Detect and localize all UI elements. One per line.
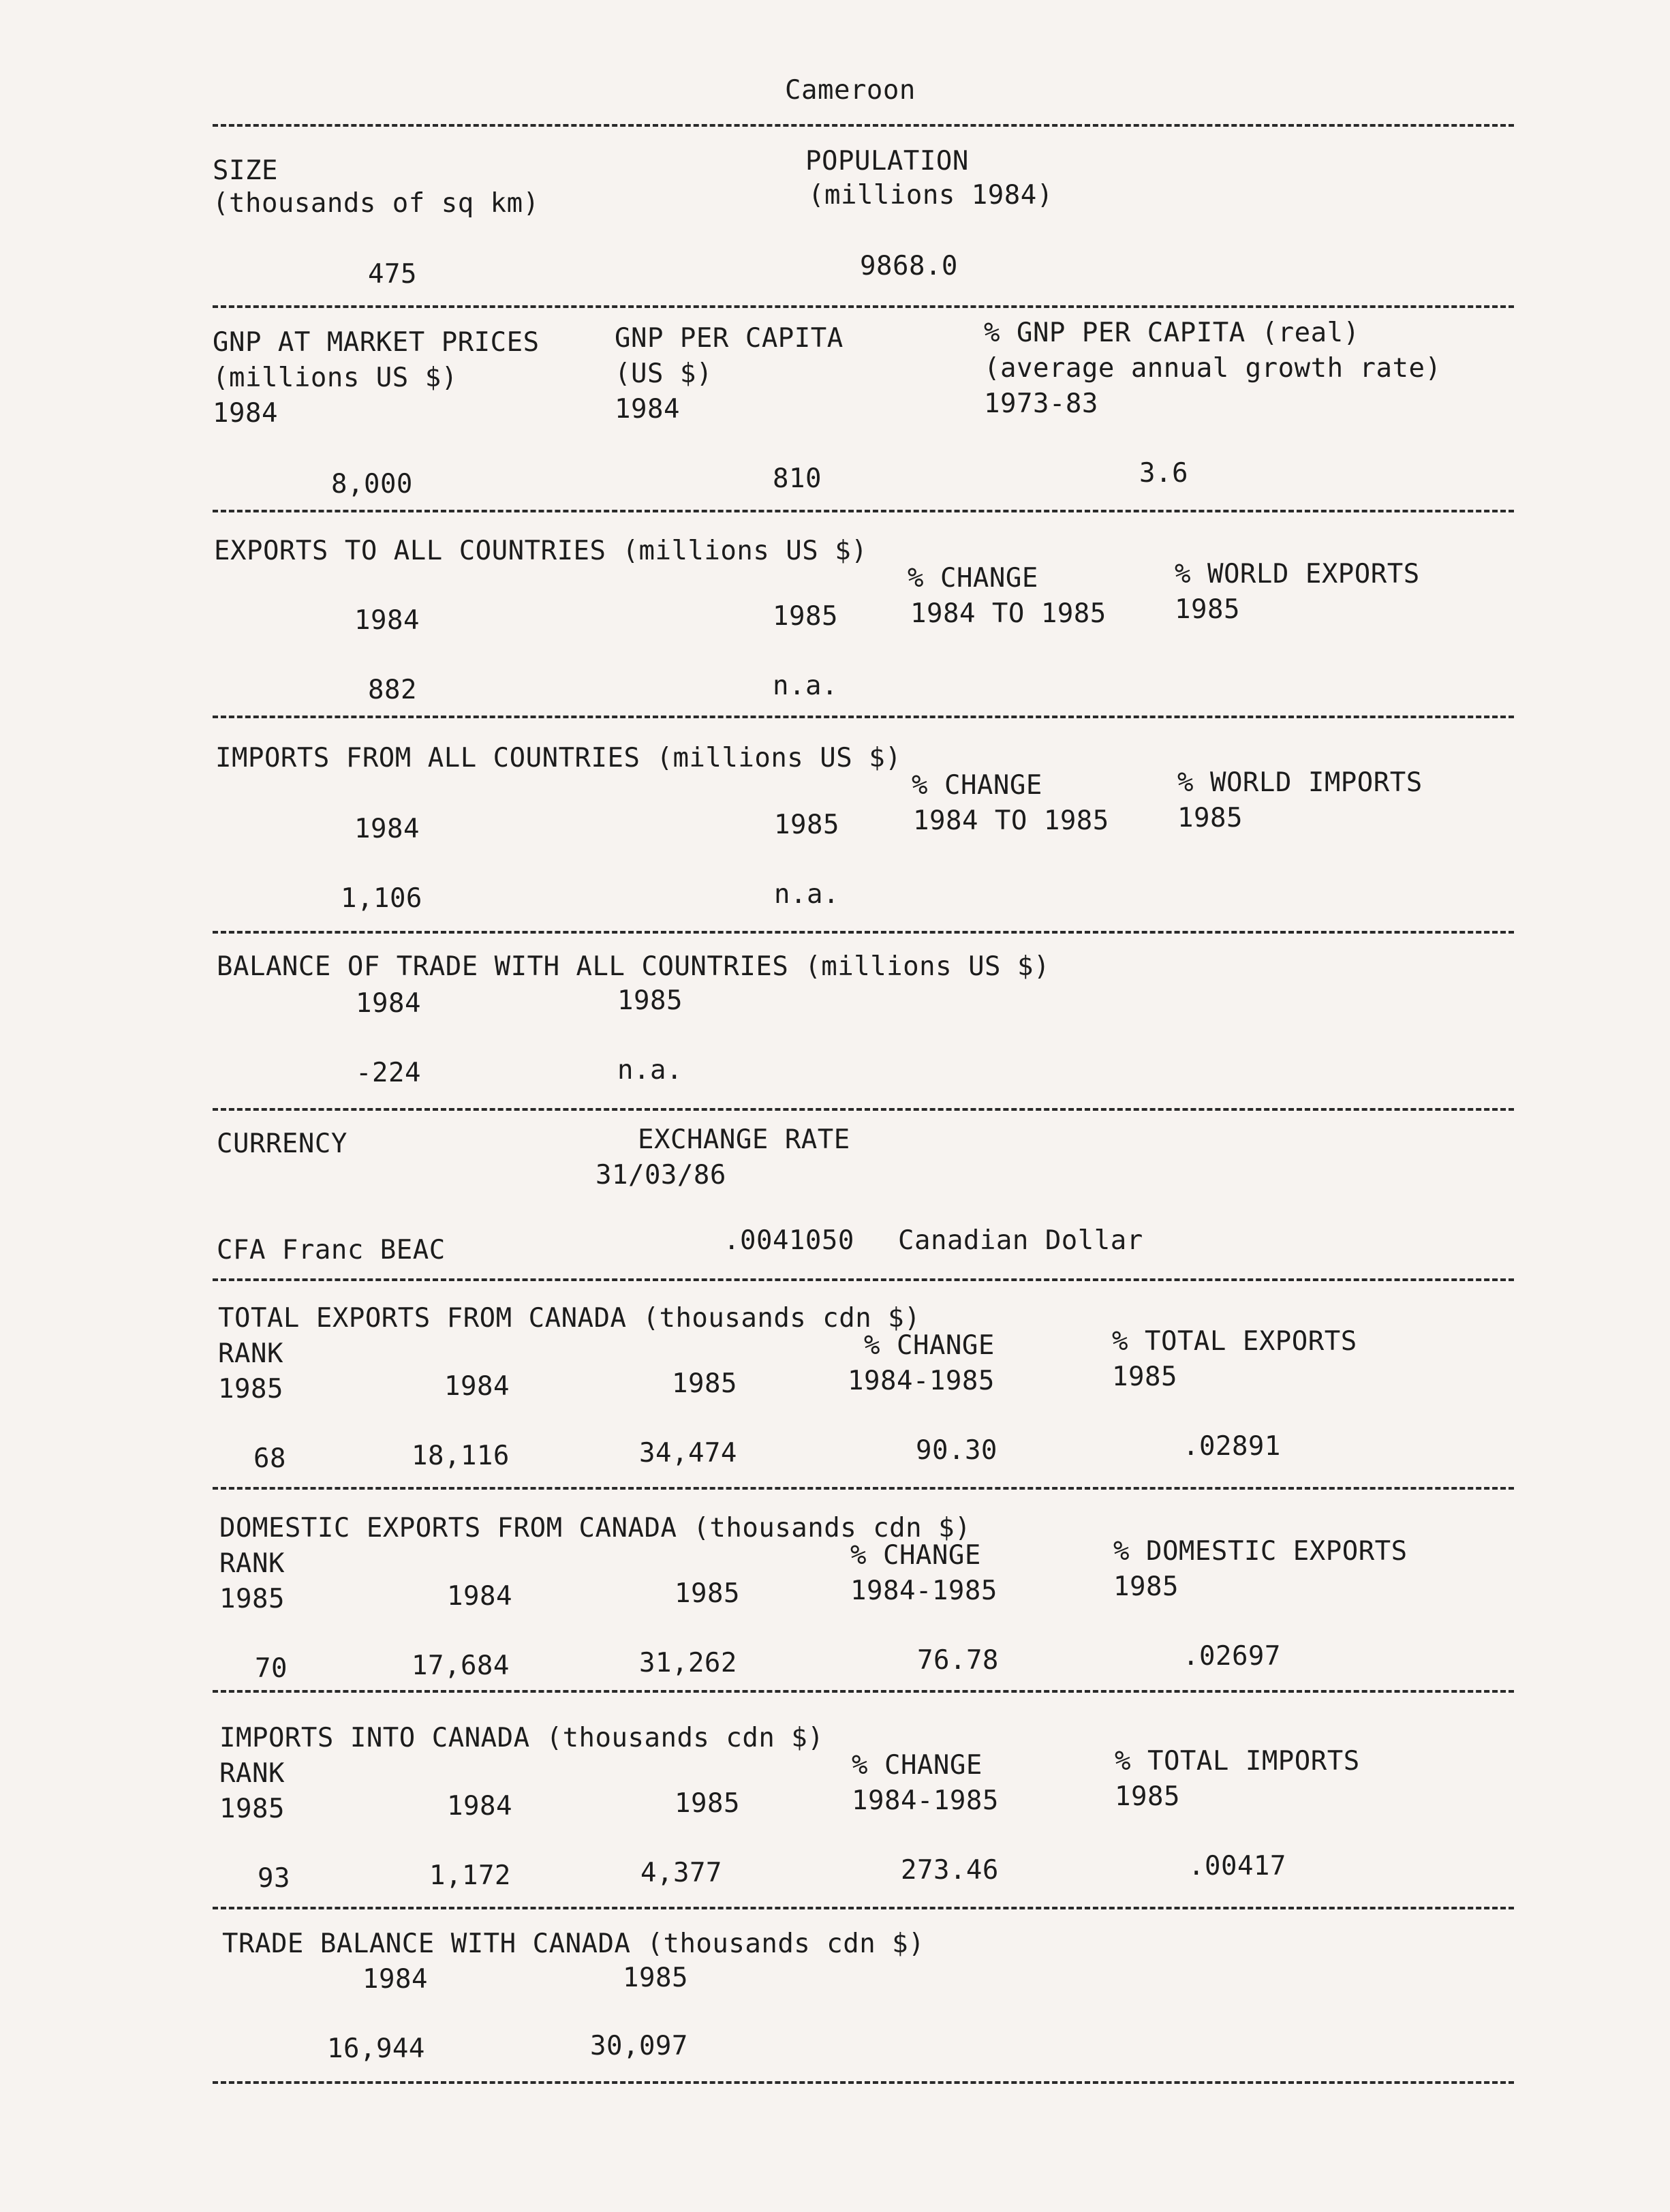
imports-year-1984: 1984	[354, 814, 420, 844]
total-exports-value-1984: 18,116	[412, 1441, 510, 1471]
currency-label: CURRENCY	[217, 1128, 347, 1159]
imports-canada-change: 273.46	[901, 1855, 999, 1886]
imports-canada-year-1984: 1984	[447, 1791, 512, 1822]
total-exports-rank-label: RANK	[218, 1338, 283, 1369]
balance-year-1984: 1984	[356, 988, 421, 1019]
exports-value-1984: 882	[368, 675, 417, 705]
total-exports-year-1985: 1985	[672, 1368, 737, 1399]
imports-canada-rank: 93	[258, 1863, 290, 1894]
size-value: 475	[368, 259, 417, 290]
divider	[213, 1907, 1514, 1909]
imports-canada-share-label: % TOTAL IMPORTS	[1115, 1746, 1360, 1777]
gnp-value: 8,000	[331, 469, 413, 500]
divider	[213, 124, 1514, 127]
exchange-rate-unit: Canadian Dollar	[898, 1225, 1143, 1256]
domestic-exports-value-1984: 17,684	[412, 1650, 510, 1681]
divider	[213, 1487, 1514, 1490]
gnp-growth-label: % GNP PER CAPITA (real)	[984, 318, 1360, 348]
imports-year-1985: 1985	[774, 810, 839, 840]
size-label: SIZE	[213, 155, 278, 186]
balance-value-1984: -224	[356, 1058, 421, 1088]
imports-change-period: 1984 TO 1985	[913, 805, 1109, 836]
imports-canada-rank-year: 1985	[219, 1794, 285, 1824]
imports-canada-rank-label: RANK	[219, 1758, 285, 1789]
gnp-per-capita-value: 810	[773, 463, 822, 494]
domestic-exports-share-label: % DOMESTIC EXPORTS	[1113, 1536, 1408, 1567]
total-exports-value-1985: 34,474	[639, 1438, 737, 1469]
total-exports-rank: 68	[253, 1443, 286, 1474]
divider	[213, 2081, 1514, 2084]
imports-canada-change-label: % CHANGE	[852, 1750, 983, 1781]
domestic-exports-year-1985: 1985	[675, 1578, 740, 1609]
imports-canada-year-1985: 1985	[675, 1788, 740, 1819]
domestic-exports-change-period: 1984-1985	[850, 1576, 998, 1606]
population-value: 9868.0	[860, 251, 958, 281]
imports-canada-share: .00417	[1188, 1851, 1286, 1881]
total-exports-year-1984: 1984	[444, 1371, 510, 1402]
gnp-label: GNP AT MARKET PRICES	[213, 327, 540, 358]
total-exports-share-label: % TOTAL EXPORTS	[1112, 1326, 1357, 1357]
exports-change-period: 1984 TO 1985	[910, 598, 1107, 629]
balance-value-1985: n.a.	[617, 1055, 683, 1086]
divider	[213, 1108, 1514, 1111]
imports-value-1985: n.a.	[774, 879, 839, 910]
imports-title: IMPORTS FROM ALL COUNTRIES (millions US $)	[215, 743, 902, 773]
gnp-growth-years: 1973-83	[984, 388, 1098, 419]
domestic-exports-title: DOMESTIC EXPORTS FROM CANADA (thousands cdn $)	[219, 1513, 972, 1543]
imports-canada-title: IMPORTS INTO CANADA (thousands cdn $)	[219, 1723, 824, 1753]
gnp-year: 1984	[213, 398, 278, 429]
divider	[213, 305, 1514, 308]
domestic-exports-rank: 70	[255, 1653, 288, 1684]
divider	[213, 1278, 1514, 1281]
gnp-growth-value: 3.6	[1139, 458, 1188, 489]
imports-value-1984: 1,106	[341, 883, 422, 914]
domestic-exports-share-year: 1985	[1113, 1571, 1179, 1602]
total-exports-rank-year: 1985	[218, 1374, 283, 1404]
gnp-unit-label: (millions US $)	[213, 363, 458, 393]
divider	[213, 716, 1514, 718]
balance-title: BALANCE OF TRADE WITH ALL COUNTRIES (millions US $)	[217, 951, 1050, 982]
trade-balance-year-1985: 1985	[623, 1963, 688, 1993]
domestic-exports-year-1984: 1984	[447, 1581, 512, 1612]
total-exports-change: 90.30	[916, 1435, 998, 1466]
total-exports-change-label: % CHANGE	[864, 1330, 995, 1361]
imports-canada-value-1984: 1,172	[429, 1860, 511, 1891]
domestic-exports-change-label: % CHANGE	[850, 1540, 981, 1571]
exports-title: EXPORTS TO ALL COUNTRIES (millions US $)	[214, 536, 868, 566]
imports-change-label: % CHANGE	[912, 770, 1042, 801]
total-exports-title: TOTAL EXPORTS FROM CANADA (thousands cdn $)	[218, 1303, 921, 1334]
page-title: Cameroon	[785, 75, 916, 106]
divider	[213, 931, 1514, 934]
size-unit-label: (thousands of sq km)	[213, 188, 540, 219]
imports-share-year: 1985	[1177, 803, 1243, 833]
imports-canada-share-year: 1985	[1115, 1781, 1180, 1812]
domestic-exports-share: .02697	[1183, 1641, 1281, 1672]
exports-share-label: % WORLD EXPORTS	[1175, 559, 1420, 589]
exports-change-label: % CHANGE	[908, 563, 1038, 594]
divider	[213, 1690, 1514, 1693]
trade-balance-value-1984: 16,944	[327, 2033, 425, 2064]
exchange-rate-date: 31/03/86	[596, 1160, 726, 1191]
population-unit-label: (millions 1984)	[808, 180, 1053, 211]
total-exports-change-period: 1984-1985	[848, 1366, 995, 1396]
gnp-per-capita-label: GNP PER CAPITA	[615, 323, 844, 354]
imports-canada-value-1985: 4,377	[640, 1858, 722, 1888]
imports-share-label: % WORLD IMPORTS	[1177, 767, 1423, 798]
domestic-exports-change: 76.78	[917, 1645, 999, 1676]
population-label: POPULATION	[805, 146, 969, 176]
exports-year-1985: 1985	[773, 601, 838, 632]
gnp-per-capita-year: 1984	[615, 394, 680, 425]
divider	[213, 510, 1514, 512]
exports-share-year: 1985	[1175, 594, 1240, 625]
exchange-rate-value: .0041050	[724, 1225, 854, 1256]
balance-year-1985: 1985	[617, 985, 683, 1016]
gnp-growth-unit-label: (average annual growth rate)	[984, 353, 1442, 384]
imports-canada-change-period: 1984-1985	[852, 1785, 999, 1816]
total-exports-share: .02891	[1183, 1431, 1281, 1462]
domestic-exports-rank-year: 1985	[219, 1584, 285, 1614]
exchange-rate-label: EXCHANGE RATE	[638, 1124, 850, 1155]
currency-name: CFA Franc BEAC	[217, 1235, 446, 1265]
gnp-per-capita-unit-label: (US $)	[615, 358, 713, 389]
trade-balance-title: TRADE BALANCE WITH CANADA (thousands cdn $)	[222, 1929, 925, 1959]
domestic-exports-rank-label: RANK	[219, 1548, 285, 1579]
trade-balance-value-1985: 30,097	[590, 2031, 688, 2061]
exports-value-1985: n.a.	[773, 671, 838, 701]
domestic-exports-value-1985: 31,262	[639, 1648, 737, 1678]
trade-balance-year-1984: 1984	[362, 1964, 428, 1995]
exports-year-1984: 1984	[354, 605, 420, 636]
total-exports-share-year: 1985	[1112, 1362, 1177, 1392]
